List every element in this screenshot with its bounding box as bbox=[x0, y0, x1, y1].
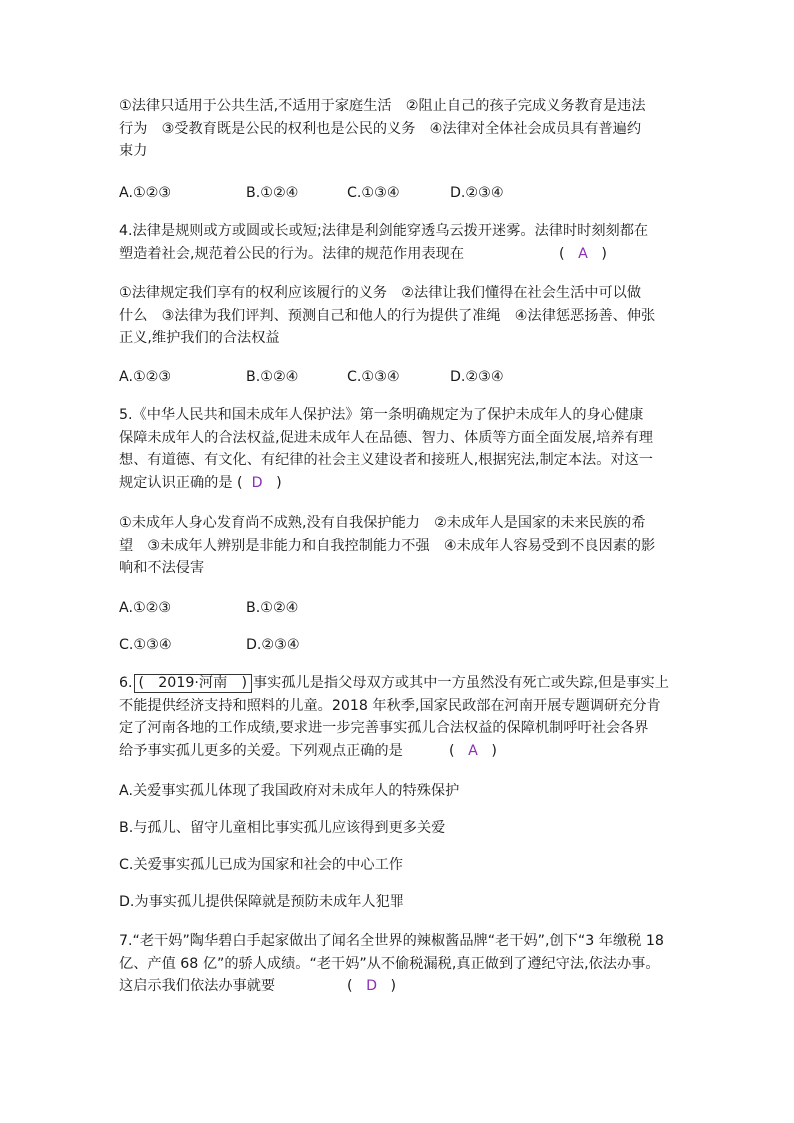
q5-stem-last: 规定认识正确的是 bbox=[119, 474, 233, 491]
q4-statement-line: 正义,维护我们的合法权益 bbox=[119, 330, 280, 346]
q6-stem-line: 定了河南各地的工作成绩,要求进一步完善事实孤儿合法权益的保障机制呼吁社会各界 bbox=[119, 720, 649, 736]
q5-option-a: A.①②③ bbox=[119, 600, 172, 616]
q5-stem-line: 5.《中华人民共和国未成年人保护法》第一条明确规定为了保护未成年人的身心健康 bbox=[119, 407, 644, 423]
q5-statement-line: 望 ③未成年人辨别是非能力和自我控制能力不强 ④未成年人容易受到不良因素的影 bbox=[119, 537, 656, 554]
q6-stem-first: 事实孤儿是指父母双方或其中一方虽然没有死亡或失踪,但是事实上 bbox=[252, 675, 669, 691]
q4-stem-last: 塑造着社会,规范着公民的行为。法律的规范作用表现在 bbox=[119, 245, 465, 262]
q3-option-b: B.①②④ bbox=[246, 185, 299, 201]
q6-option-a: A.关爱事实孤儿体现了我国政府对未成年人的特殊保护 bbox=[119, 783, 460, 799]
q6-stem-line bbox=[119, 740, 679, 763]
q7-stem-line: 亿、产值 68 亿”的骄人成绩。“老干妈”从不偷税漏税,真正做到了遵纪守法,依法办事。 bbox=[119, 955, 660, 972]
q5-answer-bracket: ( D ) bbox=[237, 474, 282, 491]
q3-option-d: D.②③④ bbox=[450, 185, 504, 201]
q4-statement-line: ①法律规定我们享有的权利应该履行的义务 ②法律让我们懂得在社会生活中可以做 bbox=[119, 285, 642, 301]
q3-option-a: A.①②③ bbox=[119, 185, 172, 201]
q6-option-c: C.关爱事实孤儿已成为国家和社会的中心工作 bbox=[119, 857, 403, 873]
q7-stem-line bbox=[119, 975, 679, 998]
q4-option-a: A.①②③ bbox=[119, 369, 172, 385]
q6-stem-line bbox=[119, 672, 679, 695]
q5-answer: D bbox=[251, 474, 263, 491]
q4-statements bbox=[119, 282, 679, 350]
q4-answer-bracket: ( A ) bbox=[559, 245, 607, 262]
q3-statement-line: 行为 ③受教育既是公民的权利也是公民的义务 ④法律对全体社会成员具有普遍约 bbox=[119, 120, 642, 137]
q4-stem-line bbox=[119, 243, 679, 266]
q3-statements bbox=[119, 95, 679, 163]
q5-option-d: D.②③④ bbox=[246, 637, 300, 653]
q4-option-c: C.①③④ bbox=[347, 369, 400, 385]
q4-stem bbox=[119, 220, 679, 265]
q4-answer: A bbox=[578, 245, 588, 262]
q4-option-b: B.①②④ bbox=[246, 369, 299, 385]
q6-answer-bracket: ( A ) bbox=[449, 742, 497, 759]
q5-stem bbox=[119, 404, 679, 494]
q4-option-d: D.②③④ bbox=[450, 369, 504, 385]
q4-stem-line: 4.法律是规则或方或圆或长或短;法律是利剑能穿透乌云拨开迷雾。法律时时刻刻都在 bbox=[119, 223, 649, 239]
q4-statement-line: 什么 ③法律为我们评判、预测自己和他人的行为提供了准绳 ④法律惩恶扬善、伸张 bbox=[119, 307, 656, 324]
q7-answer: D bbox=[366, 978, 378, 994]
q5-statement-line: 响和不法侵害 bbox=[119, 560, 205, 576]
q5-option-b: B.①②④ bbox=[246, 600, 299, 616]
q3-statement-line: 束力 bbox=[119, 143, 148, 159]
q5-option-c: C.①③④ bbox=[119, 637, 172, 653]
q6-stem-last: 给予事实孤儿更多的关爱。下列观点正确的是 bbox=[119, 742, 403, 759]
q6-option-d: D.为事实孤儿提供保障就是预防未成年人犯罪 bbox=[119, 894, 404, 910]
q7-stem-line: 7.“老干妈”陶华碧白手起家做出了闻名全世界的辣椒酱品牌“老干妈”,创下“3 年缴税 18 bbox=[119, 933, 664, 949]
q7-stem bbox=[119, 930, 679, 998]
q5-statement-line: ①未成年人身心发育尚不成熟,没有自我保护能力 ②未成年人是国家的未来民族的希 bbox=[119, 515, 646, 531]
q6-stem bbox=[119, 672, 679, 762]
q6-number: 6. bbox=[119, 675, 133, 691]
q5-stem-line: 保障未成年人的合法权益,促进未成年人在品德、智力、体质等方面全面发展,培养有理 bbox=[119, 429, 653, 446]
q6-source-tag: ( 2019·河南 ) bbox=[134, 674, 252, 693]
q5-statements bbox=[119, 512, 679, 580]
q7-answer-bracket: ( D ) bbox=[347, 978, 397, 994]
q6-answer: A bbox=[468, 742, 478, 759]
q6-stem-line: 不能提供经济支持和照料的儿童。2018 年秋季,国家民政部在河南开展专题调研充分肯 bbox=[119, 697, 661, 714]
q5-stem-line: 想、有道德、有文化、有纪律的社会主义建设者和接班人,根据宪法,制定本法。对这一 bbox=[119, 452, 653, 468]
q6-option-b: B.与孤儿、留守儿童相比事实孤儿应该得到更多关爱 bbox=[119, 820, 446, 836]
q7-stem-last: 这启示我们依法办事就要 bbox=[119, 978, 276, 994]
q5-stem-line bbox=[119, 472, 679, 495]
q3-statement-line: ①法律只适用于公共生活,不适用于家庭生活 ②阻止自己的孩子完成义务教育是违法 bbox=[119, 98, 646, 114]
q3-option-c: C.①③④ bbox=[347, 185, 400, 201]
